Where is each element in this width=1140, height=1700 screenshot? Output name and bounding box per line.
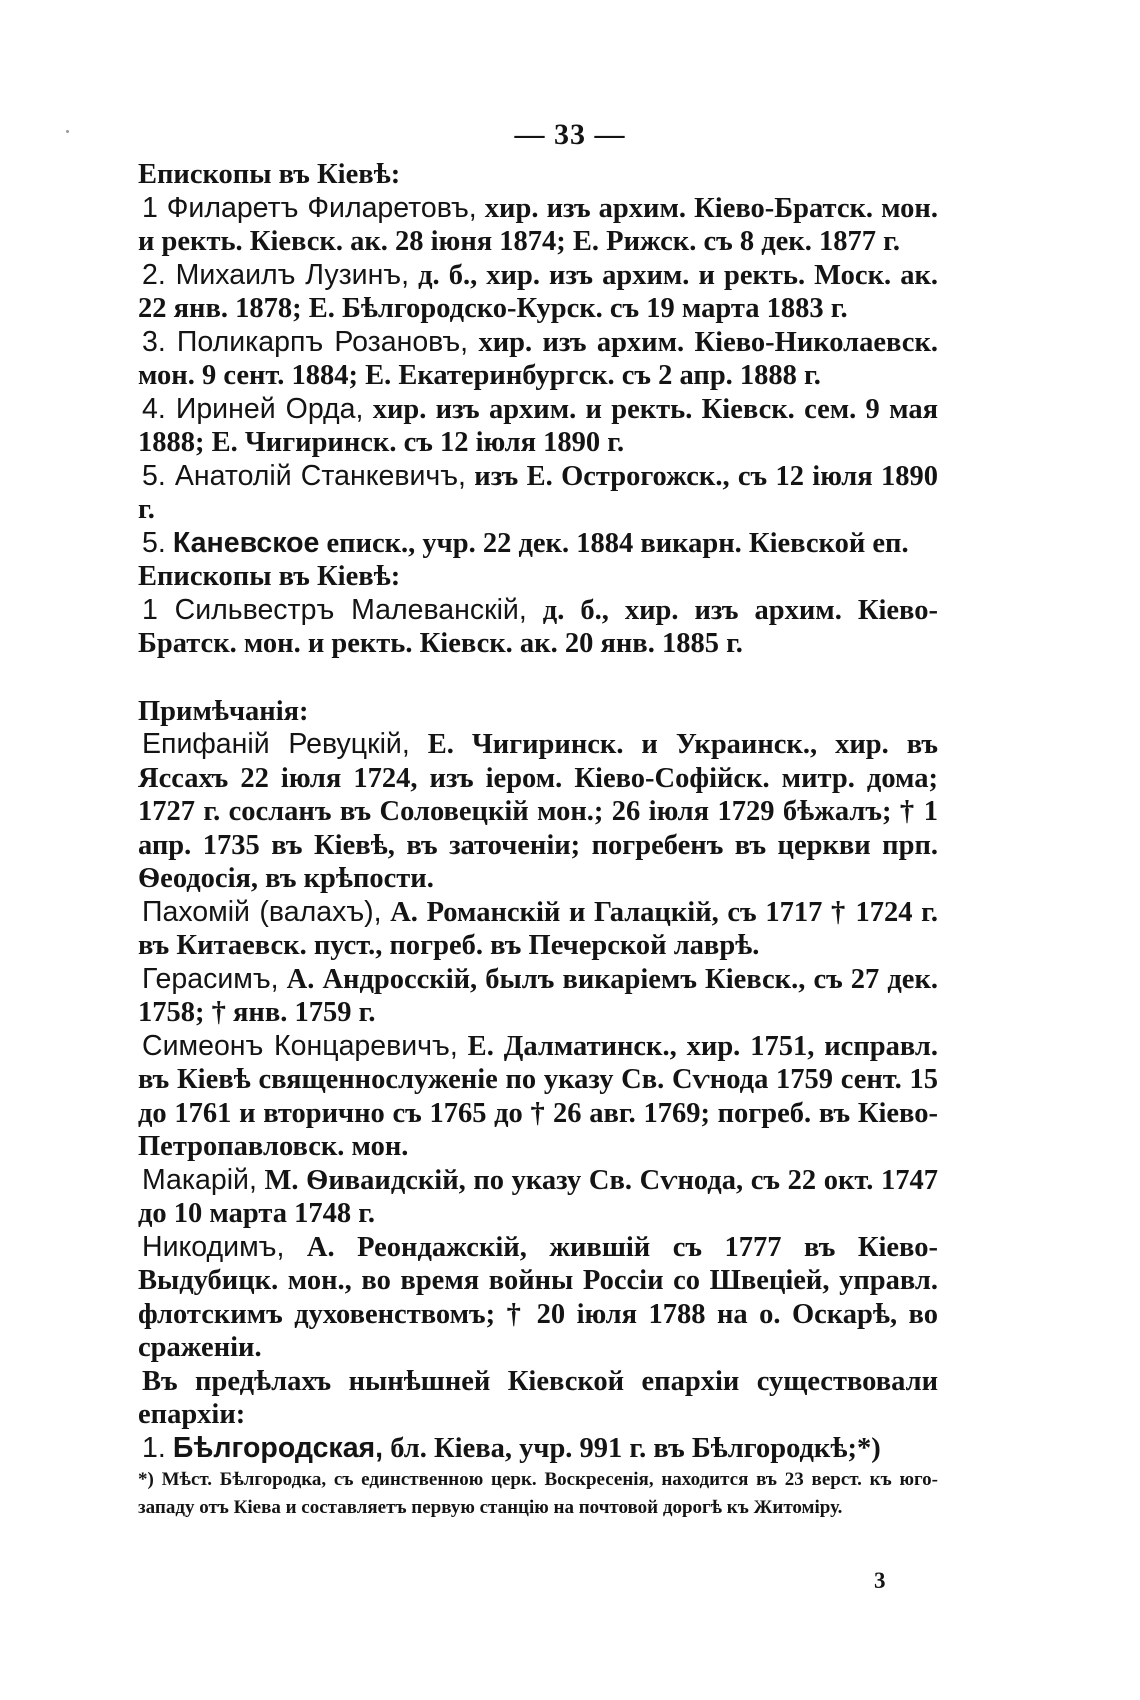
section-heading-bishops-2: Епископы въ Кіевѣ:: [138, 561, 401, 592]
bishop-entry: 2. Михаилъ Лузинъ, д. б., хир. изъ архим. и ректь. Моск. ак. 22 янв. 1878; Е. Бѣлгородско-Курск. съ 19 марта 1883 г.: [138, 258, 939, 324]
notes-heading: Примѣчанія:: [138, 695, 309, 727]
closing-paragraph: Въ предѣлахъ нынѣшней Кіевской епархіи существовали епархіи:: [138, 1365, 938, 1430]
note-entry: Епифаній Ревуцкій, Е. Чигиринск. и Украинск., хир. въ Яссахъ 22 іюля 1724, изъ іером. Кіево-Софійск. митр. дома; 1727 г. сосланъ въ Соловецкій мон.; 26 іюля 1729 бѣжалъ; † 1 апр. 1735 въ Кіевѣ, въ заточеніи; погребенъ въ церкви прп. Ѳеодосія, въ крѣпости.: [138, 728, 938, 894]
signature-mark: 3: [874, 1568, 886, 1593]
page-number: — 33 —: [514, 118, 626, 151]
bishop-entry: 1 Филаретъ Филаретовъ, хир. изъ архим. Кіево-Братск. мон. и ректь. Кіевск. ак. 28 іюня 1874; Е. Рижск. съ 8 дек. 1877 г.: [138, 191, 938, 257]
bishop-entry: 3. Поликарпъ Розановъ, хир. изъ архим. Кіево-Николаевск. мон. 9 сент. 1884; Е. Екатеринбургск. съ 2 апр. 1888 г.: [138, 325, 938, 391]
note-entry: Никодимъ, А. Реондажскій, жившій съ 1777 въ Кіево-Выдубицк. мон., во время войны Россіи со Швеціей, управл. флотскимъ духовенствомъ; † 20 іюля 1788 на о. Оскарѣ, во сраженіи.: [138, 1230, 938, 1363]
page-body: [138, 158, 938, 1465]
bishop-entry: 1 Сильвестръ Малеванскій, д. б., хир. изъ архим. Кіево-Братск. мон. и ректь. Кіевск. ак. 20 янв. 1885 г.: [138, 593, 938, 659]
bishop-entry: 4. Ириней Орда, хир. изъ архим. и ректь. Кіевск. сем. 9 мая 1888; Е. Чигиринск. съ 12 іюля 1890 г.: [138, 392, 938, 458]
note-entry: Макарій, М. Ѳиваидскій, по указу Св. Сѵнода, съ 22 окт. 1747 до 10 марта 1748 г.: [138, 1163, 938, 1229]
note-entry: Герасимъ, А. Андросскій, былъ викаріемъ Кіевск., съ 27 дек. 1758; † янв. 1759 г.: [138, 962, 938, 1028]
note-entry: Пахомій (валахъ), А. Романскій и Галацкій, съ 1717 † 1724 г. въ Китаевск. пуст., погреб. въ Печерской лаврѣ.: [138, 895, 939, 961]
bishop-entry: 5. Анатолій Станкевичъ, изъ Е. Острогожск., съ 12 іюля 1890 г.: [138, 459, 938, 525]
section-heading-bishops: Епископы въ Кіевѣ:: [138, 159, 401, 190]
diocese-entry-kanev: 5. Каневское еписк., учр. 22 дек. 1884 викарн. Кіевской еп.: [142, 526, 909, 559]
spacer: [138, 661, 938, 695]
diocese-entry-belgorod: 1. Бѣлгородская, бл. Кіева, учр. 991 г. въ Бѣлгородкѣ;*): [142, 1431, 881, 1464]
footnote: *) Мѣст. Бѣлгородка, съ единственною церк. Воскресенія, находится въ 23 верст. къ юго-западу отъ Кіева и составляетъ первую станцію на почтовой дорогѣ къ Житоміру.: [138, 1469, 938, 1518]
note-entry: Симеонъ Концаревичъ, Е. Далматинск., хир. 1751, исправл. въ Кіевѣ священнослуженіе по указу Св. Сѵнода 1759 сент. 15 до 1761 и вторично съ 1765 до † 26 авг. 1769; погреб. въ Кіево-Петропавловск. мон.: [138, 1029, 938, 1162]
